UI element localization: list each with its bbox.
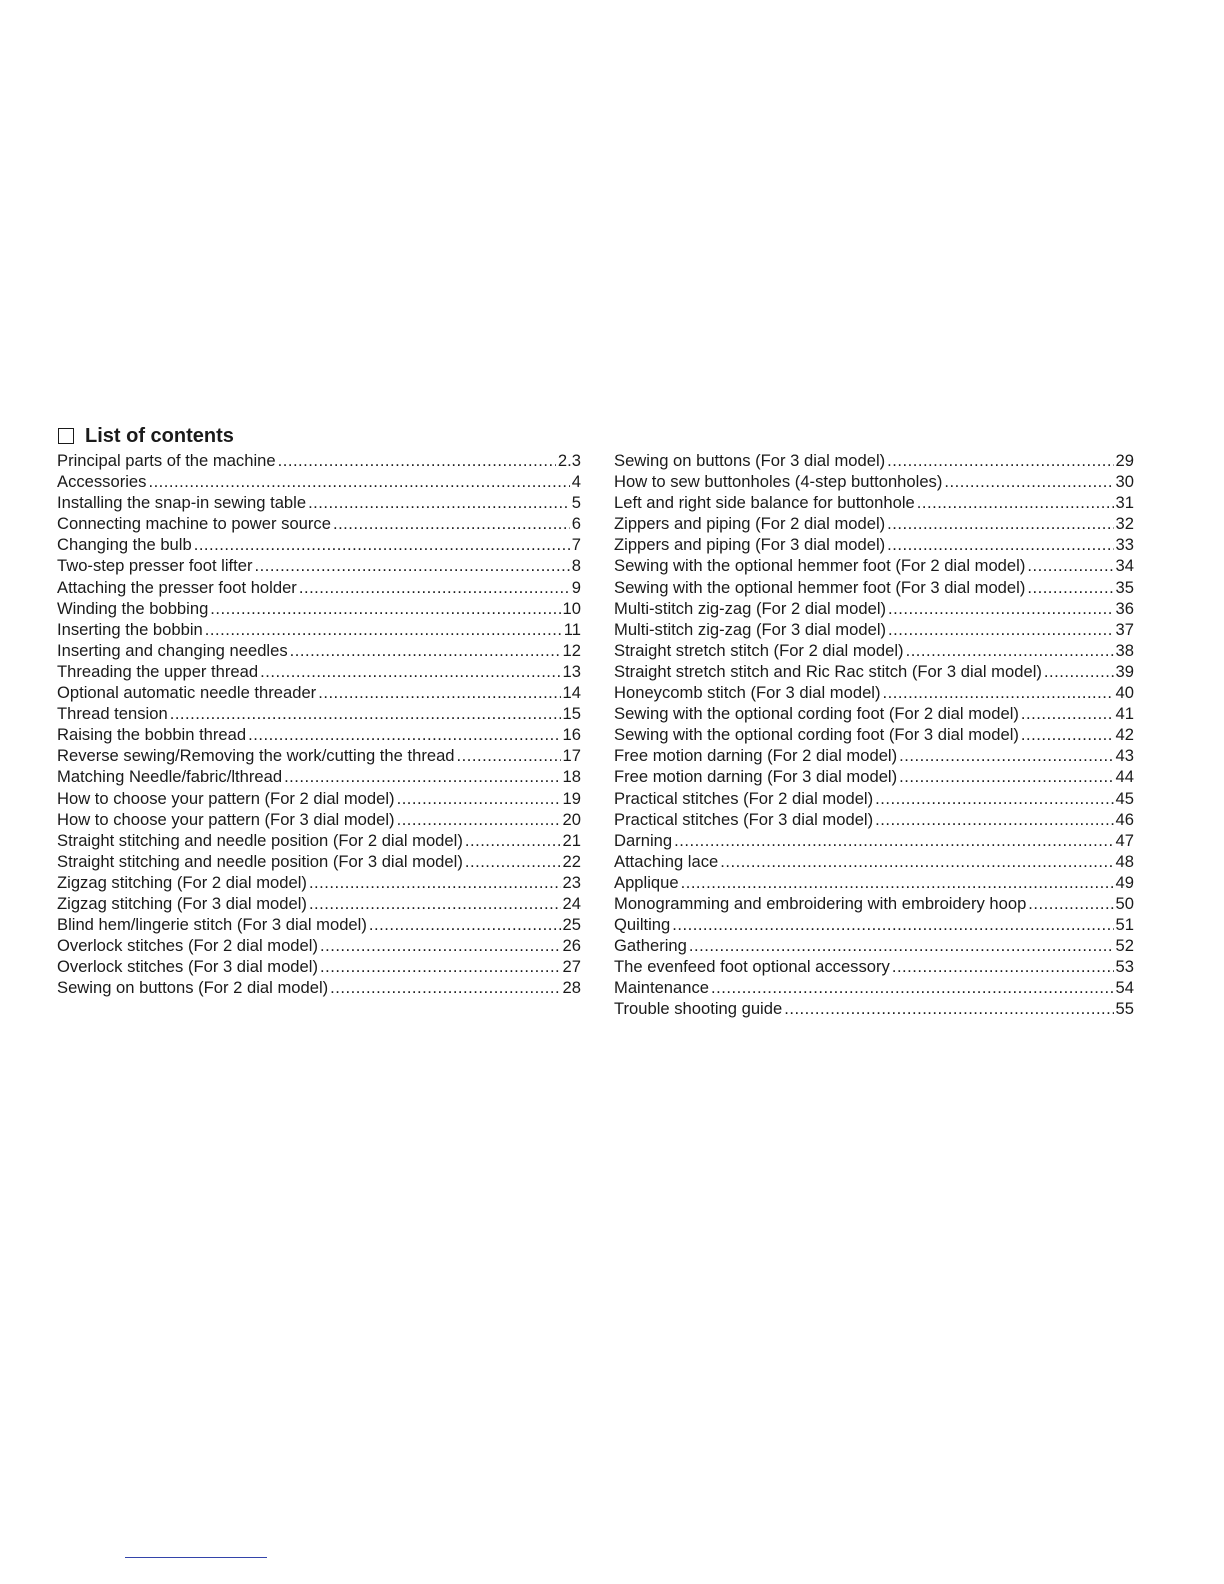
toc-entry	[57, 640, 581, 661]
toc-entry-title: Raising the bobbin thread	[57, 725, 247, 745]
toc-entry	[614, 534, 1134, 555]
dot-leader	[210, 598, 560, 619]
toc-entry-title: Sewing on buttons (For 3 dial model)	[614, 451, 886, 470]
dot-leader	[457, 745, 561, 766]
toc-entry-title: Zippers and piping (For 2 dial model)	[614, 514, 886, 534]
toc-entry-title: Darning	[614, 830, 673, 850]
toc-entry-title: Straight stitching and needle position (For 2 dial model)	[57, 830, 463, 850]
toc-entry	[614, 977, 1134, 998]
dot-leader	[1027, 577, 1113, 598]
toc-entry-page: 37	[1115, 619, 1134, 639]
toc-entry-page: 30	[1115, 472, 1134, 492]
toc-entry	[614, 830, 1134, 851]
toc-entry-title: Optional automatic needle threader	[57, 683, 317, 703]
dot-leader	[369, 914, 561, 935]
toc-entry-title: Multi-stitch zig-zag (For 3 dial model)	[614, 619, 887, 639]
toc-entry-page: 36	[1115, 598, 1134, 618]
toc-entry-title: Applique	[614, 872, 679, 892]
toc-entry-title: How to choose your pattern (For 3 dial model)	[57, 809, 395, 829]
toc-entry	[57, 471, 581, 492]
toc-entry	[57, 788, 581, 809]
toc-entry-title: Multi-stitch zig-zag (For 2 dial model)	[614, 598, 887, 618]
toc-entry-page: 4	[571, 472, 581, 492]
dot-leader	[330, 977, 560, 998]
toc-entry	[57, 956, 581, 977]
toc-entry-title: How to sew buttonholes (4-step buttonholes)	[614, 472, 943, 492]
toc-entry	[614, 492, 1134, 513]
toc-entry-page: 38	[1115, 640, 1134, 660]
dot-leader	[899, 745, 1113, 766]
dot-leader	[1021, 724, 1114, 745]
dot-leader	[170, 703, 561, 724]
toc-entry-page: 16	[562, 725, 581, 745]
toc-entry-title: Principal parts of the machine	[57, 451, 276, 470]
toc-entry-title: Monogramming and embroidering with embroidery hoop	[614, 893, 1027, 913]
dot-leader	[309, 872, 561, 893]
toc-entry-page: 15	[562, 704, 581, 724]
toc-entry-title: Winding the bobbing	[57, 598, 209, 618]
toc-entry-title: Free motion darning (For 2 dial model)	[614, 746, 898, 766]
toc-entry-title: The evenfeed foot optional accessory	[614, 957, 890, 977]
toc-entry-page: 19	[562, 788, 581, 808]
toc-entry-page: 33	[1115, 535, 1134, 555]
toc-entry-title: Overlock stitches (For 3 dial model)	[57, 957, 318, 977]
toc-entry-title: Thread tension	[57, 704, 168, 724]
toc-entry	[614, 471, 1134, 492]
toc-entry	[614, 724, 1134, 745]
toc-entry-page: 55	[1115, 999, 1134, 1019]
toc-entry	[57, 534, 581, 555]
toc-entry	[614, 598, 1134, 619]
dot-leader	[308, 492, 570, 513]
toc-entry-page: 51	[1115, 915, 1134, 935]
toc-entry-title: Blind hem/lingerie stitch (For 3 dial model)	[57, 915, 367, 935]
toc-entry	[614, 788, 1134, 809]
toc-entry-title: Straight stitching and needle position (For 3 dial model)	[57, 851, 463, 871]
toc-entry	[614, 661, 1134, 682]
toc-entry-title: Zigzag stitching (For 3 dial model)	[57, 893, 307, 913]
toc-entry	[57, 450, 581, 471]
dot-leader	[318, 682, 560, 703]
dot-leader	[887, 513, 1113, 534]
toc-entry-page: 34	[1115, 556, 1134, 576]
dot-leader	[397, 809, 561, 830]
dot-leader	[681, 872, 1114, 893]
dot-leader	[887, 450, 1113, 471]
toc-entry-title: Zigzag stitching (For 2 dial model)	[57, 872, 307, 892]
toc-entry-page: 29	[1115, 451, 1134, 470]
toc-entry	[614, 998, 1134, 1019]
dot-leader	[944, 471, 1113, 492]
dot-leader	[875, 788, 1113, 809]
toc-entry-page: 2.3	[557, 451, 581, 470]
toc-entry-title: Installing the snap-in sewing table	[57, 493, 307, 513]
toc-entry-title: Maintenance	[614, 978, 710, 998]
toc-entry-title: Straight stretch stitch (For 2 dial model)	[614, 640, 904, 660]
toc-entry-title: Quilting	[614, 915, 671, 935]
toc-entry	[614, 766, 1134, 787]
toc-entry	[614, 555, 1134, 576]
toc-entry-title: Changing the bulb	[57, 535, 192, 555]
toc-entry-page: 46	[1115, 809, 1134, 829]
toc-entry-title: Zippers and piping (For 3 dial model)	[614, 535, 886, 555]
toc-entry-page: 28	[562, 978, 581, 998]
toc-entry	[614, 513, 1134, 534]
toc-entry-page: 50	[1115, 893, 1134, 913]
toc-entry-page: 12	[562, 640, 581, 660]
toc-entry-page: 54	[1115, 978, 1134, 998]
toc-entry-page: 24	[562, 893, 581, 913]
toc-entry	[57, 598, 581, 619]
toc-entry	[57, 830, 581, 851]
toc-entry-page: 6	[571, 514, 581, 534]
toc-entry-page: 26	[562, 936, 581, 956]
dot-leader	[205, 619, 562, 640]
toc-entry-page: 41	[1115, 704, 1134, 724]
dot-leader	[711, 977, 1114, 998]
toc-entry-title: Attaching lace	[614, 851, 719, 871]
toc-entry	[57, 851, 581, 872]
toc-entry-page: 49	[1115, 872, 1134, 892]
dot-leader	[299, 577, 570, 598]
toc-entry-page: 20	[562, 809, 581, 829]
toc-entry-page: 40	[1115, 683, 1134, 703]
dot-leader	[674, 830, 1113, 851]
toc-entry	[57, 809, 581, 830]
toc-entry-title: Matching Needle/fabric/lthread	[57, 767, 283, 787]
toc-entry-title: Overlock stitches (For 2 dial model)	[57, 936, 318, 956]
toc-entry	[57, 703, 581, 724]
dot-leader	[278, 450, 556, 471]
toc-entry	[57, 492, 581, 513]
toc-entry-title: Sewing with the optional hemmer foot (For 2 dial model)	[614, 556, 1026, 576]
toc-entry	[614, 703, 1134, 724]
toc-entry	[57, 661, 581, 682]
toc-entry	[57, 619, 581, 640]
dot-leader	[260, 661, 560, 682]
toc-entry-page: 14	[562, 683, 581, 703]
dot-leader	[1027, 555, 1113, 576]
toc-entry-title: Attaching the presser foot holder	[57, 577, 297, 597]
toc-entry-title: Reverse sewing/Removing the work/cutting the thread	[57, 746, 455, 766]
toc-entry-page: 43	[1115, 746, 1134, 766]
toc-entry-page: 13	[562, 661, 581, 681]
toc-entry-page: 39	[1115, 661, 1134, 681]
toc-entry-title: Left and right side balance for buttonhole	[614, 493, 915, 513]
contents-left-column	[57, 450, 581, 998]
toc-entry-page: 23	[562, 872, 581, 892]
toc-entry-page: 45	[1115, 788, 1134, 808]
toc-entry	[57, 914, 581, 935]
toc-entry	[614, 893, 1134, 914]
toc-entry	[57, 872, 581, 893]
dot-leader	[888, 598, 1114, 619]
toc-entry	[614, 809, 1134, 830]
toc-entry	[57, 977, 581, 998]
toc-entry-title: Connecting machine to power source	[57, 514, 331, 534]
toc-entry-page: 21	[562, 830, 581, 850]
dot-leader	[465, 830, 561, 851]
toc-entry-page: 42	[1115, 725, 1134, 745]
toc-entry-page: 10	[562, 598, 581, 618]
dot-leader	[875, 809, 1113, 830]
dot-leader	[320, 956, 561, 977]
toc-entry	[614, 872, 1134, 893]
dot-leader	[255, 555, 570, 576]
toc-entry-title: Sewing with the optional hemmer foot (For 3 dial model)	[614, 577, 1026, 597]
dot-leader	[899, 766, 1113, 787]
dot-leader	[888, 619, 1114, 640]
toc-entry-title: Sewing on buttons (For 2 dial model)	[57, 978, 329, 998]
dot-leader	[720, 851, 1113, 872]
toc-entry	[614, 745, 1134, 766]
toc-entry-title: Inserting the bobbin	[57, 619, 203, 639]
dot-leader	[906, 640, 1114, 661]
toc-entry	[614, 935, 1134, 956]
toc-entry-page: 31	[1115, 493, 1134, 513]
dot-leader	[892, 956, 1114, 977]
dot-leader	[1044, 661, 1114, 682]
dot-leader	[883, 682, 1114, 703]
toc-entry-page: 53	[1115, 957, 1134, 977]
toc-entry-page: 32	[1115, 514, 1134, 534]
dot-leader	[309, 893, 561, 914]
toc-entry-page: 22	[562, 851, 581, 871]
toc-entry-page: 5	[571, 493, 581, 513]
footer-rule	[125, 1557, 267, 1558]
dot-leader	[784, 998, 1113, 1019]
toc-entry	[614, 914, 1134, 935]
dot-leader	[1021, 703, 1114, 724]
toc-entry	[57, 766, 581, 787]
toc-entry-title: Trouble shooting guide	[614, 999, 783, 1019]
toc-entry-page: 27	[562, 957, 581, 977]
toc-entry-page: 11	[563, 619, 581, 639]
toc-entry-title: Inserting and changing needles	[57, 640, 288, 660]
dot-leader	[397, 788, 561, 809]
dot-leader	[887, 534, 1113, 555]
toc-entry-title: Sewing with the optional cording foot (For 3 dial model)	[614, 725, 1019, 745]
dot-leader	[465, 851, 561, 872]
dot-leader	[284, 766, 560, 787]
toc-entry-title: Two-step presser foot lifter	[57, 556, 253, 576]
toc-entry-title: Honeycomb stitch (For 3 dial model)	[614, 683, 881, 703]
toc-entry	[57, 682, 581, 703]
toc-entry-page: 35	[1115, 577, 1134, 597]
toc-entry	[614, 450, 1134, 471]
toc-entry-title: Practical stitches (For 2 dial model)	[614, 788, 874, 808]
toc-entry	[57, 555, 581, 576]
contents-heading	[58, 424, 234, 448]
toc-entry-page: 47	[1115, 830, 1134, 850]
toc-entry-title: How to choose your pattern (For 2 dial model)	[57, 788, 395, 808]
toc-entry-page: 9	[571, 577, 581, 597]
toc-entry	[57, 513, 581, 534]
toc-entry-title: Sewing with the optional cording foot (For 2 dial model)	[614, 704, 1019, 724]
dot-leader	[194, 534, 570, 555]
toc-entry	[614, 851, 1134, 872]
toc-entry-title: Threading the upper thread	[57, 661, 259, 681]
toc-entry	[614, 956, 1134, 977]
toc-entry-page: 8	[571, 556, 581, 576]
contents-right-column	[614, 450, 1134, 1020]
toc-entry	[614, 619, 1134, 640]
toc-entry-page: 52	[1115, 936, 1134, 956]
dot-leader	[290, 640, 561, 661]
dot-leader	[320, 935, 561, 956]
toc-entry	[614, 640, 1134, 661]
toc-entry	[57, 935, 581, 956]
toc-entry-title: Gathering	[614, 936, 687, 956]
dot-leader	[917, 492, 1114, 513]
toc-entry	[57, 745, 581, 766]
page-title: List of contents	[85, 425, 234, 447]
dot-leader	[148, 471, 569, 492]
toc-entry	[57, 724, 581, 745]
toc-entry-page: 18	[562, 767, 581, 787]
toc-entry-title: Straight stretch stitch and Ric Rac stitch (For 3 dial model)	[614, 661, 1042, 681]
toc-entry-page: 48	[1115, 851, 1134, 871]
toc-entry	[57, 577, 581, 598]
dot-leader	[672, 914, 1113, 935]
dot-leader	[333, 513, 570, 534]
toc-entry-page: 25	[562, 915, 581, 935]
toc-entry-title: Free motion darning (For 3 dial model)	[614, 767, 898, 787]
toc-entry	[614, 682, 1134, 703]
dot-leader	[1028, 893, 1113, 914]
dot-leader	[248, 724, 560, 745]
toc-entry-title: Accessories	[57, 472, 147, 492]
toc-entry	[57, 893, 581, 914]
dot-leader	[689, 935, 1114, 956]
toc-entry	[614, 577, 1134, 598]
toc-entry-page: 44	[1115, 767, 1134, 787]
toc-entry-title: Practical stitches (For 3 dial model)	[614, 809, 874, 829]
toc-entry-page: 7	[571, 535, 581, 555]
toc-entry-page: 17	[562, 746, 581, 766]
checkbox-square-icon	[58, 428, 74, 444]
